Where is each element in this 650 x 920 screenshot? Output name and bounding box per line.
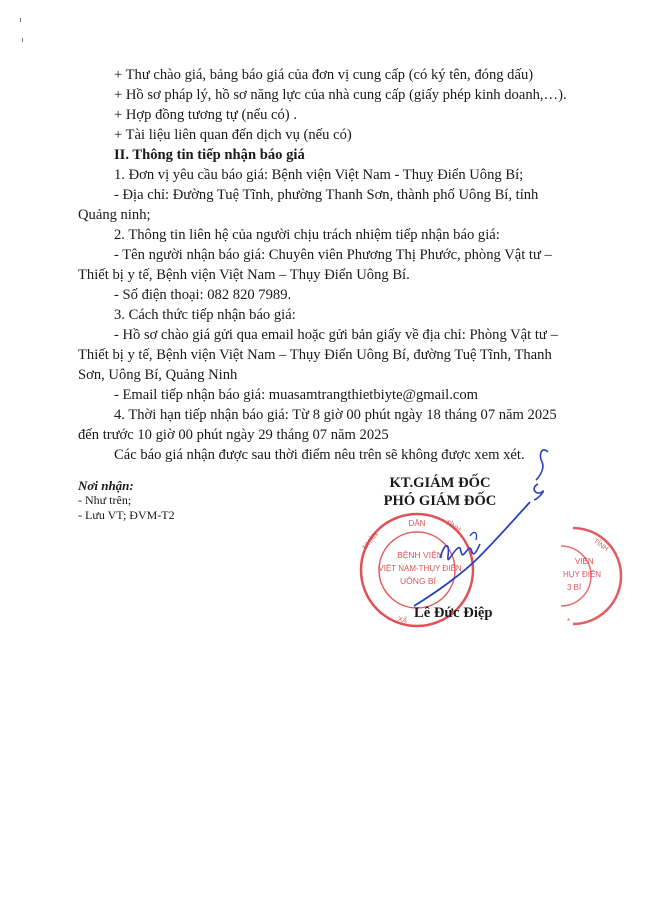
signature-title-2: PHÓ GIÁM ĐỐC <box>383 493 497 509</box>
method-line-2: Thiết bị y tế, Bệnh viện Việt Nam – Thụy Điển Uông Bí, đường Tuệ Tĩnh, Thanh <box>78 347 552 363</box>
partial-stamp-line-3: 3 BÍ <box>567 583 582 592</box>
bullet-quote-letter: + Thư chào giá, bảng báo giá của đơn vị cung cấp (có ký tên, đóng dấu) <box>114 67 534 83</box>
stamp-ring-top: DÂN <box>408 519 426 528</box>
bullet-legal-documents: + Hồ sơ pháp lý, hồ sơ năng lực của nhà cung cấp (giấy phép kinh doanh,…). <box>114 87 567 103</box>
section-ii-heading: II. Thông tin tiếp nhận báo giá <box>114 147 305 163</box>
method-line-3: Sơn, Uông Bí, Quảng Ninh <box>78 367 238 383</box>
partial-stamp-line-1: VIỆN <box>575 557 594 566</box>
stamp-ring-right: TỈNH <box>443 519 462 534</box>
partial-stamp-line-2: HỤY ĐIỂN <box>563 570 602 579</box>
signature-title-1: KT.GIÁM ĐỐC <box>389 475 491 491</box>
email-address: - Email tiếp nhận báo giá: muasamtrangthietbiyte@gmail.com <box>114 387 478 403</box>
signature-stroke-icon <box>400 440 560 610</box>
receiver-line-2: Thiết bị y tế, Bệnh viện Việt Nam – Thụy Điển Uông Bí. <box>78 267 410 283</box>
receiver-line-1: - Tên người nhận báo giá: Chuyên viên Phương Thị Phước, phòng Vật tư – <box>114 247 552 263</box>
stamp-inner-line-1: BỆNH VIỆN <box>397 550 443 560</box>
bullet-related-documents: + Tài liệu liên quan đến dịch vụ (nếu có) <box>114 127 352 143</box>
svg-text:*: * <box>567 617 571 626</box>
method-line-1: - Hồ sơ chào giá gửi qua email hoặc gửi bản giấy về địa chỉ: Phòng Vật tư – <box>114 327 558 343</box>
stamp-inner-line-2: VIỆT NAM-THỤY ĐIỂN <box>378 564 462 573</box>
stamp-ring-left: NHÂN <box>361 531 380 551</box>
bullet-similar-contract: + Hợp đồng tương tự (nếu có) . <box>114 107 297 123</box>
handwritten-signature <box>400 440 560 615</box>
recipients-title: Nơi nhận: <box>78 478 134 493</box>
scan-mark-left <box>22 38 23 42</box>
phone-number: - Số điện thoại: 082 820 7989. <box>114 287 292 303</box>
recipient-item-2: - Lưu VT; ĐVM-T2 <box>78 508 175 522</box>
deadline-line-1: 4. Thời hạn tiếp nhận báo giá: Từ 8 giờ 00 phút ngày 18 tháng 07 năm 2025 <box>114 407 557 423</box>
contact-info-heading: 2. Thông tin liên hệ của người chịu trách nhiệm tiếp nhận báo giá: <box>114 227 500 243</box>
partial-stamp-icon <box>553 520 623 630</box>
signer-name: Lê Đức Điệp <box>414 605 493 621</box>
address-line-2: Quảng ninh; <box>78 207 151 223</box>
scan-mark-top <box>20 18 21 22</box>
method-heading: 3. Cách thức tiếp nhận báo giá: <box>114 307 296 323</box>
partial-stamp-ring: TỈNH <box>591 537 610 554</box>
requesting-unit: 1. Đơn vị yêu cầu báo giá: Bệnh viện Việt Nam - Thuỵ Điển Uông Bí; <box>114 167 524 183</box>
partial-stamp <box>553 520 623 635</box>
recipient-item-1: - Như trên; <box>78 493 132 507</box>
late-submission-note: Các báo giá nhận được sau thời điểm nêu trên sẽ không được xem xét. <box>114 447 525 463</box>
stamp-inner-line-3: UÔNG BÍ <box>400 576 436 586</box>
stamp-ring-bottom: XÃ <box>396 615 408 626</box>
address-line-1: - Địa chỉ: Đường Tuệ Tĩnh, phường Thanh Sơn, thành phố Uông Bí, tỉnh <box>114 187 539 203</box>
deadline-line-2: đến trước 10 giờ 00 phút ngày 29 tháng 07 năm 2025 <box>78 427 389 443</box>
